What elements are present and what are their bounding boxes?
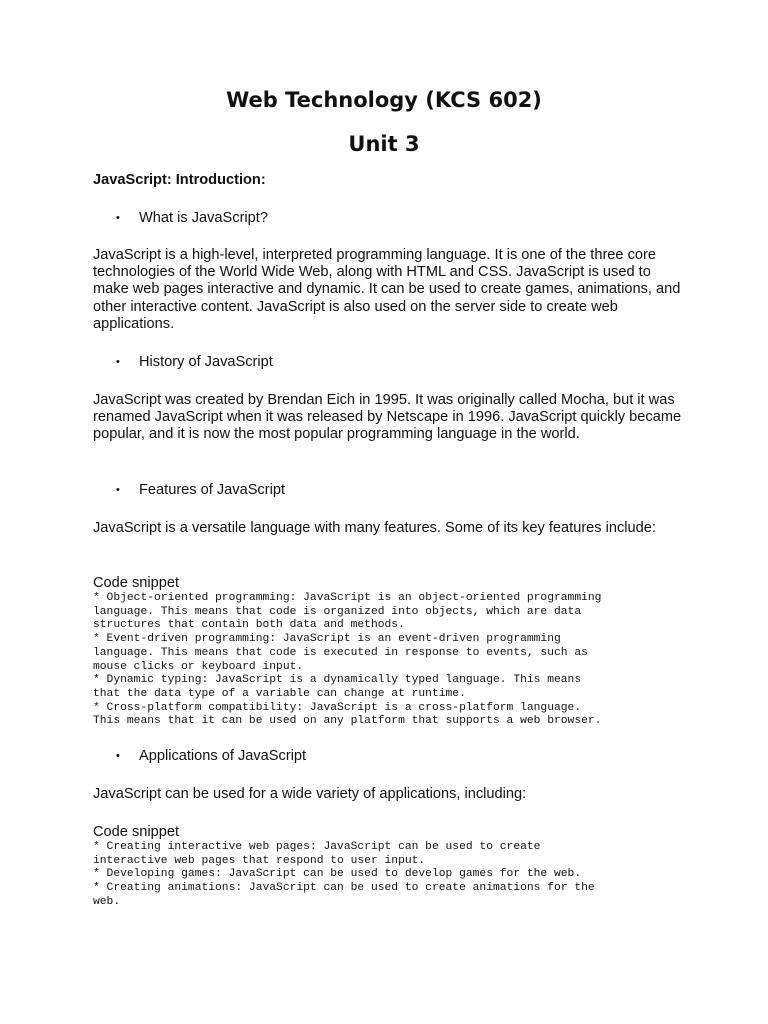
unit-title: Unit 3 — [348, 132, 420, 156]
bullet-text: What is JavaScript? — [139, 210, 268, 226]
code-snippet-label: Code snippet — [93, 575, 180, 591]
paragraph: JavaScript is a high-level, interpreted programming language. It is one of the three core technologies of the World Wide Web, along with HTML and CSS. JavaScript is used to make web pages interactive and dynamic. It can be used to create games, animations, and other interactive content. JavaScript is also used on the server side to create web applications. — [93, 247, 681, 332]
document-title: Web Technology (KCS 602) — [226, 88, 542, 112]
paragraph: JavaScript is a versatile language with many features. Some of its key features include: — [93, 520, 656, 536]
bullet-dot: • — [116, 750, 120, 762]
bullet-text: Applications of JavaScript — [139, 748, 307, 764]
bullet-dot: • — [116, 484, 120, 496]
section-heading: JavaScript: Introduction: — [93, 172, 266, 188]
bullet-item — [116, 353, 273, 371]
bullet-text: Features of JavaScript — [139, 482, 286, 498]
code-block: * Creating interactive web pages: JavaScript can be used to create interactive web pages that respond to user input. * Developing games: JavaScript can be used to develop games for the web. * Creating animations: JavaScript can be used to create animations for the web. — [93, 841, 595, 908]
bullet-text: History of JavaScript — [139, 354, 273, 370]
paragraph: JavaScript can be used for a wide variety of applications, including: — [93, 786, 527, 802]
bullet-dot: • — [116, 356, 120, 368]
bullet-item — [116, 747, 306, 765]
code-snippet-label: Code snippet — [93, 824, 180, 840]
code-block: * Object-oriented programming: JavaScript is an object-oriented programming language. This means that code is organized into objects, which are data structures that contain both data and methods. * Event-driven programming: JavaScript is an event-driven programming language. This means that code is executed in response to events, such as mouse clicks or keyboard input. * Dynamic typing: JavaScript is a dynamically typed language. This means that the data type of a variable can change at runtime. * Cross-platform compatibility: JavaScript is a cross-platform language. This means that it can be used on any platform that supports a web browser. — [93, 592, 602, 728]
paragraph: JavaScript was created by Brendan Eich in 1995. It was originally called Mocha, but it was renamed JavaScript when it was released by Netscape in 1996. JavaScript quickly became popular, and it is now the most popular programming language in the world. — [93, 392, 682, 443]
bullet-dot: • — [116, 212, 120, 224]
bullet-item — [116, 209, 268, 227]
bullet-item — [116, 481, 285, 499]
